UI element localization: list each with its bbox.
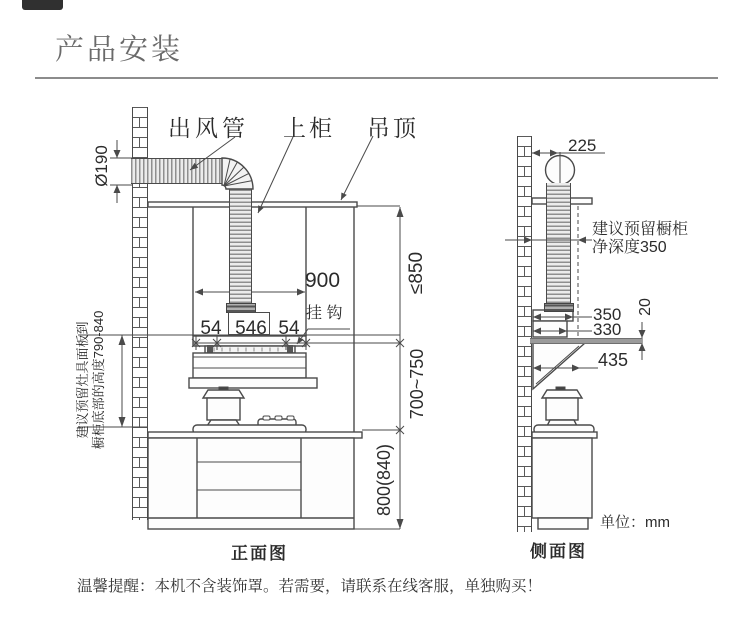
- side-depth-note-line1: 建议预留橱柜: [592, 221, 689, 238]
- dim-hood-width: 900: [305, 269, 341, 292]
- front-height-note-line1: 建议预留灶具面板到: [75, 321, 90, 439]
- callout-duct: 出风管: [168, 115, 249, 141]
- dim-wall-to-duct-center: 225: [568, 136, 597, 155]
- callout-upper-cabinet: 上柜: [283, 115, 335, 141]
- page-title: 产品安装: [55, 34, 184, 66]
- dim-hood-to-counter: 700~750: [407, 348, 427, 420]
- side-depth-note: [592, 221, 688, 257]
- dim-duct-diameter: Ø190: [92, 145, 111, 187]
- dim-hood-bottom-depth: 330: [593, 320, 622, 339]
- dim-mount-left: 54: [200, 318, 222, 339]
- dim-mount-center: 546: [235, 318, 267, 339]
- footer-note: 温馨提醒：本机不含装饰罩。若需要，请联系在线客服，单独购买！: [77, 578, 543, 595]
- front-height-note-line2: 橱柜底部的高度790-840: [91, 310, 106, 450]
- dim-mount-right: 54: [278, 318, 300, 339]
- side-depth-note-line2: 净深度350: [592, 239, 667, 256]
- dim-counter-height: 800(840): [374, 443, 394, 517]
- callout-ceiling: 吊顶: [367, 115, 419, 141]
- front-view-caption: 正面图: [231, 544, 288, 563]
- front-overlay: [78, 136, 400, 427]
- dim-ceiling-to-hood: ≤850: [406, 251, 427, 295]
- dim-panel-depth: 435: [598, 350, 629, 370]
- front-height-note: [75, 300, 107, 460]
- unit-label: 单位：mm: [600, 514, 670, 531]
- dim-hood-top-depth: 350: [593, 305, 622, 324]
- callout-hook: 挂 钩: [306, 305, 343, 322]
- side-view-caption: 侧面图: [530, 542, 587, 561]
- side-overlay: [505, 237, 592, 244]
- dim-shelf-thickness: 20: [637, 298, 654, 316]
